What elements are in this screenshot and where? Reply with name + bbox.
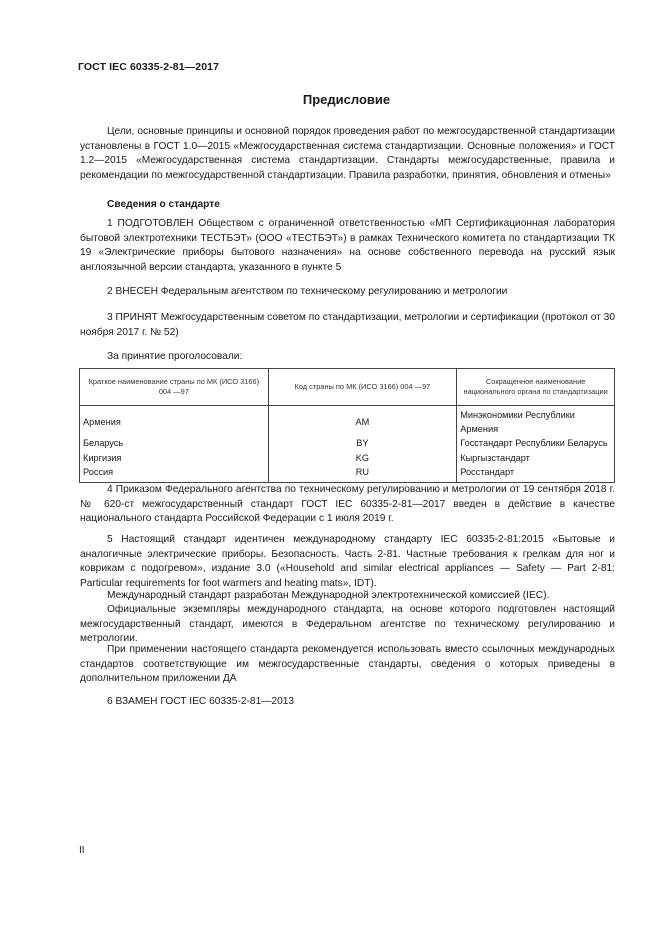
member-countries-table — [79, 368, 615, 483]
page-number: II — [79, 845, 85, 856]
header-country-name: Краткое наименование страны по МК (ИСО 3166) 004 —97 — [80, 369, 269, 406]
table-header-row — [80, 369, 615, 406]
country-code: BY — [268, 436, 457, 451]
item-5-references-paragraph: При применении настоящего стандарта рекомендуется использовать вместо ссылочных международных стандартов соответствующие им межгосударственные стандарты, сведения о которых приведены в дополнительном приложении ДА — [80, 644, 615, 685]
country-code: RU — [268, 465, 457, 482]
country-name: Беларусь — [80, 436, 269, 451]
intro-paragraph: Цели, основные принципы и основной порядок проведения работ по межгосударственной стандартизации установлены в ГОСТ 1.0—2015 «Межгосударственная система стандартизации. Основные положения» и ГОСТ 1.2—2015 «Межгосударственная система стандартизации. Стандарты межгосударственные, правила и рекомендации по межгосударственной стандартизации. Правила разработки, принятия, обновления и отмены» — [80, 126, 615, 181]
table-row — [80, 451, 615, 466]
table-row — [80, 465, 615, 482]
document-header: ГОСТ IEC 60335-2-81—2017 — [78, 61, 220, 73]
country-name: Россия — [80, 465, 269, 482]
vote-label: За принятие проголосовали: — [107, 351, 243, 362]
item-5-iec-paragraph: Международный стандарт разработан Международной электротехнической комиссией (IEC). — [107, 590, 550, 601]
item-2-paragraph: 2 ВНЕСЕН Федеральным агентством по техническому регулированию и метрологии — [107, 286, 508, 297]
item-6-paragraph: 6 ВЗАМЕН ГОСТ IEC 60335-2-81—2013 — [107, 696, 295, 707]
item-3-paragraph: 3 ПРИНЯТ Межгосударственным советом по стандартизации, метрологии и сертификации (протокол от 30 ноября 2017 г. № 52) — [80, 312, 615, 338]
item-5-copies-paragraph: Официальные экземпляры международного стандарта, на основе которого подготовлен настоящий межгосударственный стандарт, имеются в Федеральном агентстве по техническому регулированию и метрологии. — [80, 604, 615, 645]
country-code: AM — [268, 406, 457, 437]
table-row — [80, 436, 615, 451]
country-name: Киргизия — [80, 451, 269, 466]
country-code: KG — [268, 451, 457, 466]
item-1-paragraph: 1 ПОДГОТОВЛЕН Обществом с ограниченной ответственностью «МП Сертификационная лаборатория бытовой электротехники ТЕСТБЭТ» (ООО «ТЕСТБЭТ») в рамках Технического комитета по стандартизации ТК 19 «Электрические приборы бытового назначения» на основе собственного перевода на русский язык англоязычной версии стандарта, указанного в пункте 5 — [80, 218, 615, 273]
standards-body: Росстандарт — [457, 465, 615, 482]
standards-body: Госстандарт Республики Беларусь — [457, 436, 615, 451]
item-5-paragraph: 5 Настоящий стандарт идентичен международному стандарту IEC 60335-2-81:2015 «Бытовые и аналогичные электрические приборы. Безопасность. Часть 2-81. Частные требования к грелкам для ног и коврикам с подогревом», издание 3.0 («Household and similar electrical appliances — Safety — Part 2-81: Particular requirements for foot warmers and heating mats», IDT). — [80, 534, 615, 589]
section-subtitle: Сведения о стандарте — [107, 199, 220, 210]
standards-body: Кыргызстандарт — [457, 451, 615, 466]
table-row — [80, 406, 615, 437]
country-name: Армения — [80, 406, 269, 437]
item-4-paragraph: 4 Приказом Федерального агентства по техническому регулированию и метрологии от 19 сентября 2018 г. № 620-ст межгосударственный стандарт ГОСТ IEC 60335-2-81—2017 введен в действие в качестве национального стандарта Российской Федерации с 1 июля 2019 г. — [80, 484, 615, 525]
header-standards-body: Сокращенное наименование национального органа по стандартизации — [457, 369, 615, 406]
standards-body: Минэкономики Республики Армения — [457, 406, 615, 437]
page-title: Предисловие — [302, 92, 391, 107]
header-country-code: Код страны по МК (ИСО 3166) 004 —97 — [268, 369, 457, 406]
